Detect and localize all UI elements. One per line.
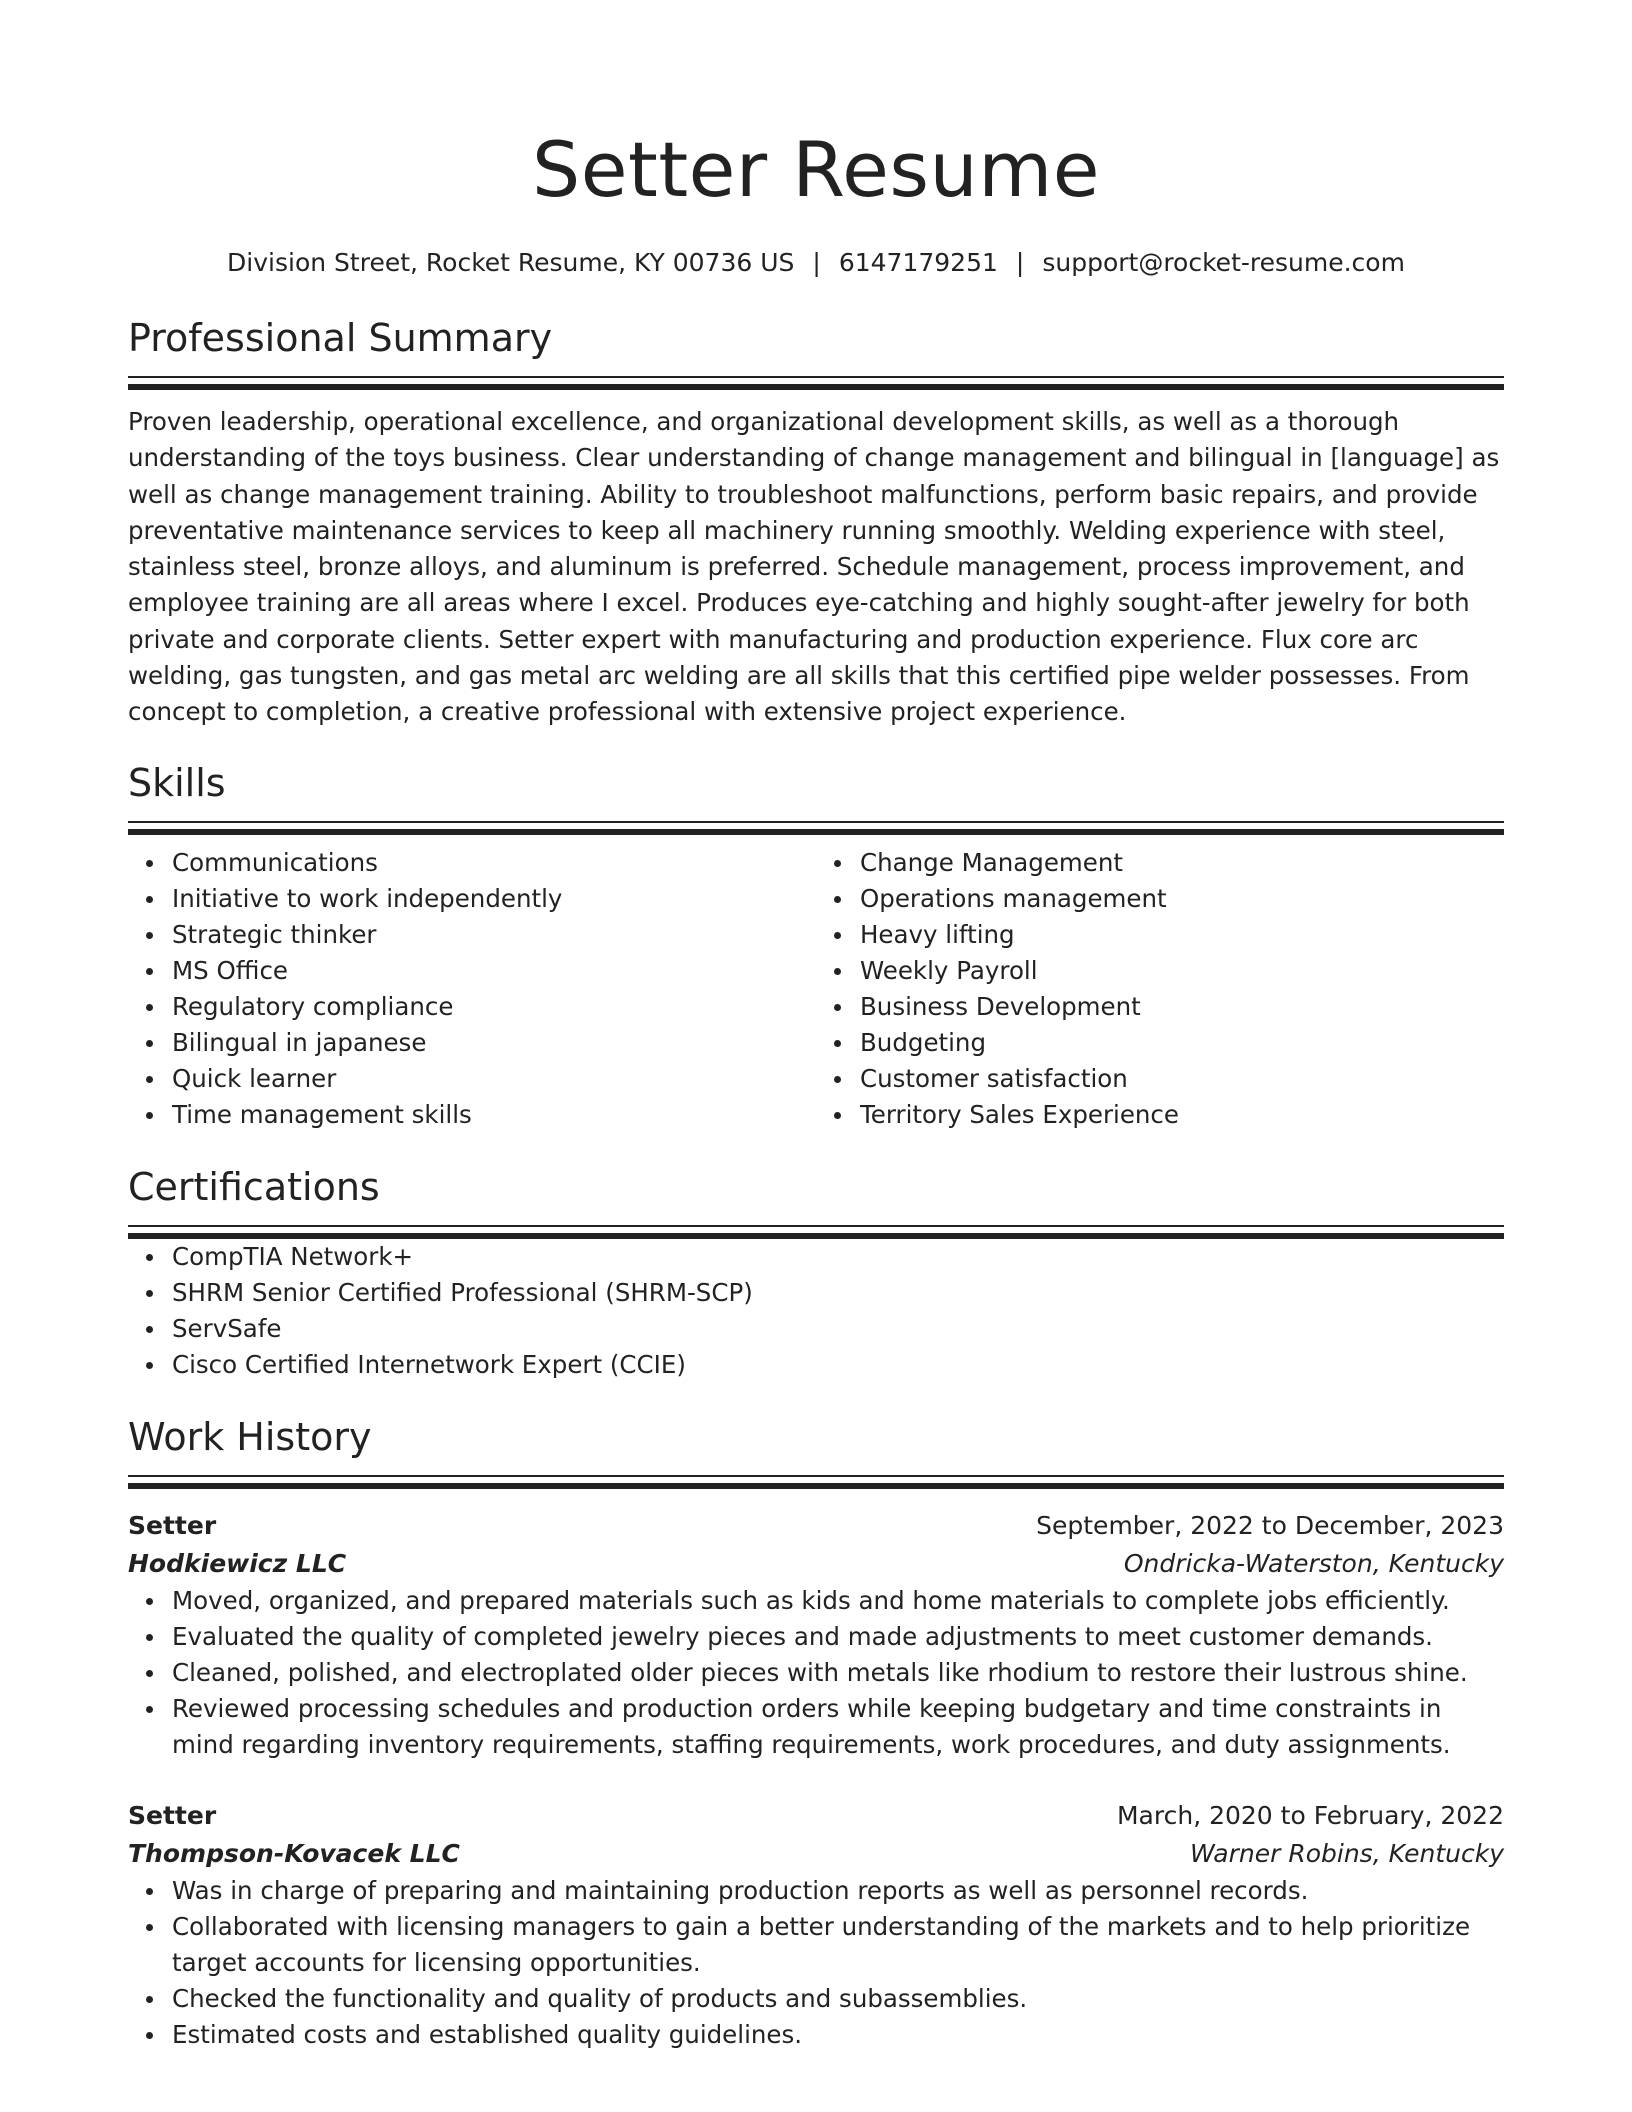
skill-item: Quick learner (172, 1061, 816, 1097)
certification-item: CompTIA Network+ (172, 1239, 1504, 1275)
skill-item: Territory Sales Experience (860, 1097, 1504, 1133)
job-company: Hodkiewicz LLC (128, 1548, 347, 1578)
skill-item: Strategic thinker (172, 917, 816, 953)
skills-left-column (128, 845, 816, 1133)
job-duty-item: Was in charge of preparing and maintaining production reports as well as personnel records. (172, 1873, 1504, 1909)
job-duty-item: Collaborated with licensing managers to gain a better understanding of the markets and to help prioritize target accounts for licensing opportunities. (172, 1909, 1504, 1981)
skills-heading: Skills (128, 760, 226, 805)
job-entry (128, 1507, 1504, 1763)
skill-item: Budgeting (860, 1025, 1504, 1061)
certifications-section (128, 1161, 1504, 1383)
job-duty-item: Cleaned, polished, and electroplated older pieces with metals like rhodium to restore their lustrous shine. (172, 1655, 1504, 1691)
job-entry (128, 1797, 1504, 2053)
job-company-row (128, 1835, 1504, 1873)
job-duties-list (128, 1873, 1504, 2053)
section-divider (128, 376, 1504, 390)
job-dates: March, 2020 to February, 2022 (1116, 1800, 1504, 1830)
skill-item: Weekly Payroll (860, 953, 1504, 989)
skills-section (128, 757, 1504, 1133)
job-header-row (128, 1797, 1504, 1835)
job-title: Setter (128, 1800, 217, 1830)
certification-item: Cisco Certified Internetwork Expert (CCIE) (172, 1347, 1504, 1383)
skill-item: Heavy lifting (860, 917, 1504, 953)
job-location: Ondricka-Waterston, Kentucky (1123, 1548, 1504, 1578)
job-location: Warner Robins, Kentucky (1189, 1838, 1504, 1868)
contact-address: Division Street, Rocket Resume, KY 00736 US (227, 248, 795, 277)
summary-text: Proven leadership, operational excellence, and organizational development skills, as well as a thorough understanding of the toys business. Clear understanding of change management and bilingual in [language] as well as change management training. Ability to troubleshoot malfunctions, perform basic repairs, and provide preventative maintenance services to keep all machinery running smoothly. Welding experience with steel, stainless steel, bronze alloys, and aluminum is preferred. Schedule management, process improvement, and employee training are all areas where I excel. Produces eye-catching and highly sought-after jewelry for both private and corporate clients. Setter expert with manufacturing and production experience. Flux core arc welding, gas tungsten, and gas metal arc welding are all skills that this certified pipe welder possesses. From concept to completion, a creative professional with extensive project experience. (128, 407, 1500, 727)
contact-phone: 6147179251 (838, 248, 998, 277)
resume-name: Setter Resume (532, 125, 1100, 214)
certification-item: SHRM Senior Certified Professional (SHRM-SCP) (172, 1275, 1504, 1311)
section-divider (128, 821, 1504, 835)
skill-item: Initiative to work independently (172, 881, 816, 917)
section-divider (128, 1225, 1504, 1239)
contact-separator: | (812, 248, 821, 277)
contact-separator: | (1015, 248, 1025, 277)
contact-line (128, 246, 1504, 280)
job-company: Thompson-Kovacek LLC (128, 1838, 460, 1868)
job-duty-item: Reviewed processing schedules and production orders while keeping budgetary and time constraints in mind regarding inventory requirements, staffing requirements, work procedures, and duty assignments. (172, 1691, 1504, 1763)
summary-heading: Professional Summary (128, 316, 553, 360)
job-duties-list (128, 1583, 1504, 1763)
work-history-heading: Work History (128, 1414, 372, 1459)
job-duty-item: Moved, organized, and prepared materials such as kids and home materials to complete jobs efficiently. (172, 1583, 1504, 1619)
work-history-section (128, 1411, 1504, 2053)
skills-right-column (816, 845, 1504, 1133)
job-company-row (128, 1545, 1504, 1583)
job-duty-item: Estimated costs and established quality guidelines. (172, 2017, 1504, 2053)
job-header-row (128, 1507, 1504, 1545)
certifications-list (128, 1239, 1504, 1383)
skills-grid (128, 845, 1504, 1133)
job-duty-item: Checked the functionality and quality of products and subassemblies. (172, 1981, 1504, 2017)
certification-item: ServSafe (172, 1311, 1504, 1347)
section-divider (128, 1475, 1504, 1489)
certifications-heading: Certifications (128, 1164, 380, 1209)
job-title: Setter (128, 1510, 217, 1540)
skill-item: Communications (172, 845, 816, 881)
skill-item: Bilingual in japanese (172, 1025, 816, 1061)
skill-item: Time management skills (172, 1097, 816, 1133)
job-dates: September, 2022 to December, 2023 (1036, 1510, 1504, 1540)
skill-item: Customer satisfaction (860, 1061, 1504, 1097)
skill-item: Change Management (860, 845, 1504, 881)
skill-item: MS Office (172, 953, 816, 989)
summary-section (128, 312, 1504, 731)
skill-item: Operations management (860, 881, 1504, 917)
job-duty-item: Evaluated the quality of completed jewelry pieces and made adjustments to meet customer demands. (172, 1619, 1504, 1655)
contact-email: support@rocket-resume.com (1042, 248, 1405, 277)
skill-item: Regulatory compliance (172, 989, 816, 1025)
skill-item: Business Development (860, 989, 1504, 1025)
